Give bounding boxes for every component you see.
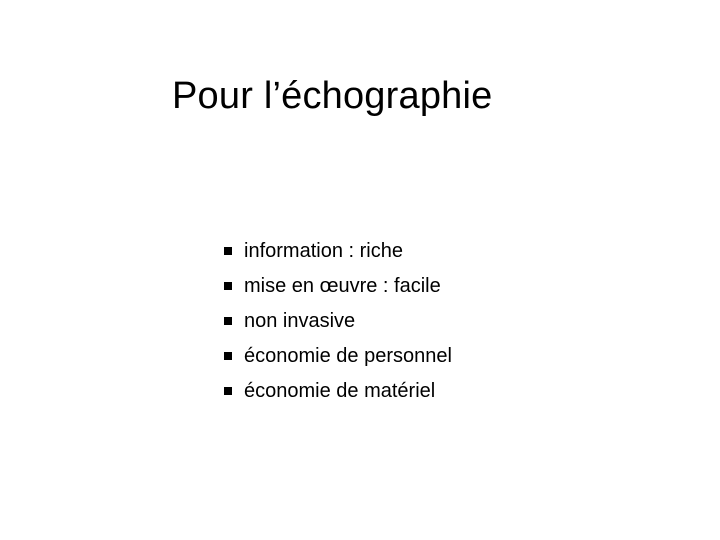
square-bullet-icon bbox=[224, 282, 232, 290]
square-bullet-icon bbox=[224, 247, 232, 255]
square-bullet-icon bbox=[224, 387, 232, 395]
slide-title: Pour l’échographie bbox=[172, 75, 493, 117]
list-item bbox=[220, 373, 452, 408]
bullet-text: non invasive bbox=[244, 309, 356, 332]
bullet-text: information : riche bbox=[244, 239, 403, 262]
bullet-text: mise en œuvre : facile bbox=[244, 274, 441, 297]
bullet-text: économie de personnel bbox=[244, 344, 452, 367]
list-item bbox=[220, 303, 452, 338]
bullet-text: économie de matériel bbox=[244, 379, 436, 402]
bullet-list bbox=[220, 233, 452, 408]
list-item bbox=[220, 338, 452, 373]
square-bullet-icon bbox=[224, 317, 232, 325]
square-bullet-icon bbox=[224, 352, 232, 360]
list-item bbox=[220, 233, 452, 268]
list-item bbox=[220, 268, 452, 303]
